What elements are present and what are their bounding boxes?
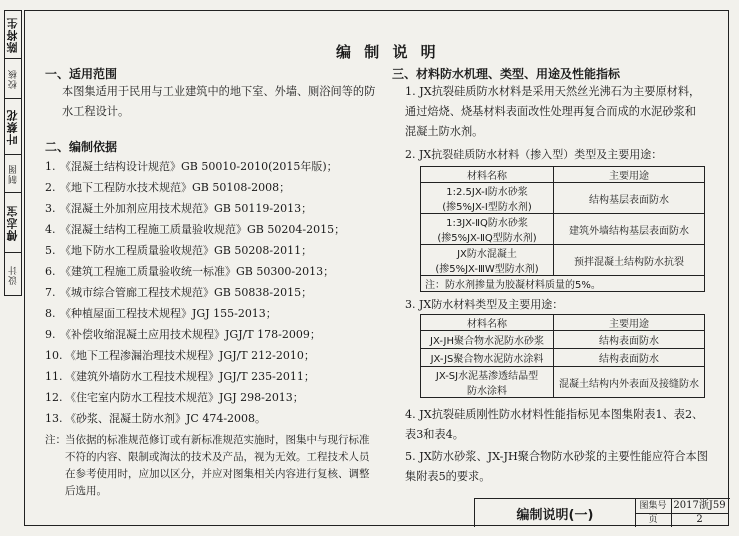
section-scope-text: 本图集适用于民用与工业建筑中的地下室、外墙、厕浴间等的防水工程设计。 [62, 85, 376, 118]
title-block [474, 498, 730, 527]
table-row: JX-JS聚合物水泥防水涂料 结构表面防水 [421, 349, 705, 367]
list-item: 10. 《地下工程渗漏治理技术规程》JGJ/T 212-2010； [45, 349, 315, 362]
table-note: 注：防水剂掺量为胶凝材料质量的5%。 [421, 276, 705, 292]
section-scope-heading: 一、适用范围 [45, 67, 118, 81]
table-row: 1:3JX-ⅡQ防水砂浆 (掺5%JX-ⅡQ型防水剂) 建筑外墙结构基层表面防水 [421, 214, 705, 245]
materials-para-4: 4. JX抗裂硅质刚性防水材料性能指标见本图集附表1、表2、表3和表4。 [405, 408, 704, 441]
table-material-types [420, 314, 705, 398]
materials-para-3: 3. JX防水材料类型及主要用途： [405, 298, 564, 311]
drawing-name: 编制说明(一) [475, 499, 636, 527]
table-header: 主要用途 [554, 167, 705, 183]
note-text: 当依据的标准规范修订或有新标准规范实施时，图集中与现行标准不符的内容、限制或淘汰的技术及产品，视为无效。工程技术人员在参考使用时，应加以区分，并应对图集相关内容进行复核、调整后选用。 [65, 434, 370, 497]
section-materials-heading: 三、材料防水机理、类型、用途及性能指标 [392, 67, 621, 81]
list-item: 9. 《补偿收缩混凝土应用技术规程》JGJ/T 178-2009； [45, 328, 321, 341]
table-row: JX防水混凝土 (掺5%JX-ⅢW型防水剂) 预拌混凝土结构防水抗裂 [421, 245, 705, 276]
table-row: JX-SJ水泥基渗透结晶型 防水涂料 混凝土结构内外表面及接缝防水 [421, 367, 705, 398]
atlas-number: 2017浙J59 [671, 499, 728, 514]
list-item: 2. 《地下工程防水技术规范》GB 50108-2008； [45, 181, 291, 194]
label-checker: 校核 [5, 59, 21, 99]
list-item: 7. 《城市综合管廊工程技术规范》GB 50838-2015； [45, 286, 313, 299]
page-title: 编 制 说 明 [336, 43, 440, 61]
list-item: 12. 《住宅室内防水工程技术规范》JGJ 298-2013； [45, 391, 304, 404]
signature-checker: 陈将生 [5, 11, 21, 59]
signature-drafter: 叶蔡花 [5, 99, 21, 155]
page-number: 2 [696, 514, 703, 525]
signature-designer: 傅志宝 [5, 193, 21, 253]
materials-para-2: 2. JX抗裂硅质防水材料（掺入型）类型及主要用途： [405, 148, 663, 161]
table-admixture-types [420, 166, 705, 292]
table-header: 材料名称 [421, 167, 554, 183]
atlas-number-label: 图集号 [635, 499, 672, 514]
basis-note [45, 432, 373, 500]
label-drafter: 制图 [5, 155, 21, 193]
table-header: 材料名称 [421, 315, 554, 331]
list-item: 13. 《砂浆、混凝土防水剂》JC 474-2008。 [45, 412, 267, 425]
list-item: 5. 《地下防水工程质量验收规范》GB 50208-2011； [45, 244, 313, 257]
table-row: JX-JH聚合物水泥防水砂浆 结构表面防水 [421, 331, 705, 349]
list-item: 1. 《混凝土结构设计规范》GB 50010-2010(2015年版)； [45, 160, 338, 173]
materials-para-1: 1. JX抗裂硅质防水材料是采用天然丝光沸石为主要原材料，通过焙烧、烧基材料表面改性处理再复合而成的水泥砂浆和混凝土防水剂。 [405, 85, 701, 138]
table-header: 主要用途 [554, 315, 705, 331]
note-label: 注： [45, 434, 66, 446]
list-item: 3. 《混凝土外加剂应用技术规范》GB 50119-2013； [45, 202, 313, 215]
label-designer: 设计 [8, 264, 19, 285]
table-row: 1:2.5JX-Ⅰ防水砂浆 (掺5%JX-Ⅰ型防水剂) 结构基层表面防水 [421, 183, 705, 214]
materials-para-5: 5. JX防水砂浆、JX-JH聚合物防水砂浆的主要性能应符合本图集附表5的要求。 [405, 450, 708, 483]
page-label: 页 [635, 513, 672, 527]
section-basis-heading: 二、编制依据 [45, 140, 118, 154]
list-item: 6. 《建筑工程施工质量验收统一标准》GB 50300-2013； [45, 265, 335, 278]
list-item: 8. 《种植屋面工程技术规程》JGJ 155-2013； [45, 307, 277, 320]
list-item: 4. 《混凝土结构工程施工质量验收规范》GB 50204-2015； [45, 223, 346, 236]
list-item: 11. 《建筑外墙防水工程技术规程》JGJ/T 235-2011； [45, 370, 315, 383]
signature-strip [4, 10, 22, 296]
